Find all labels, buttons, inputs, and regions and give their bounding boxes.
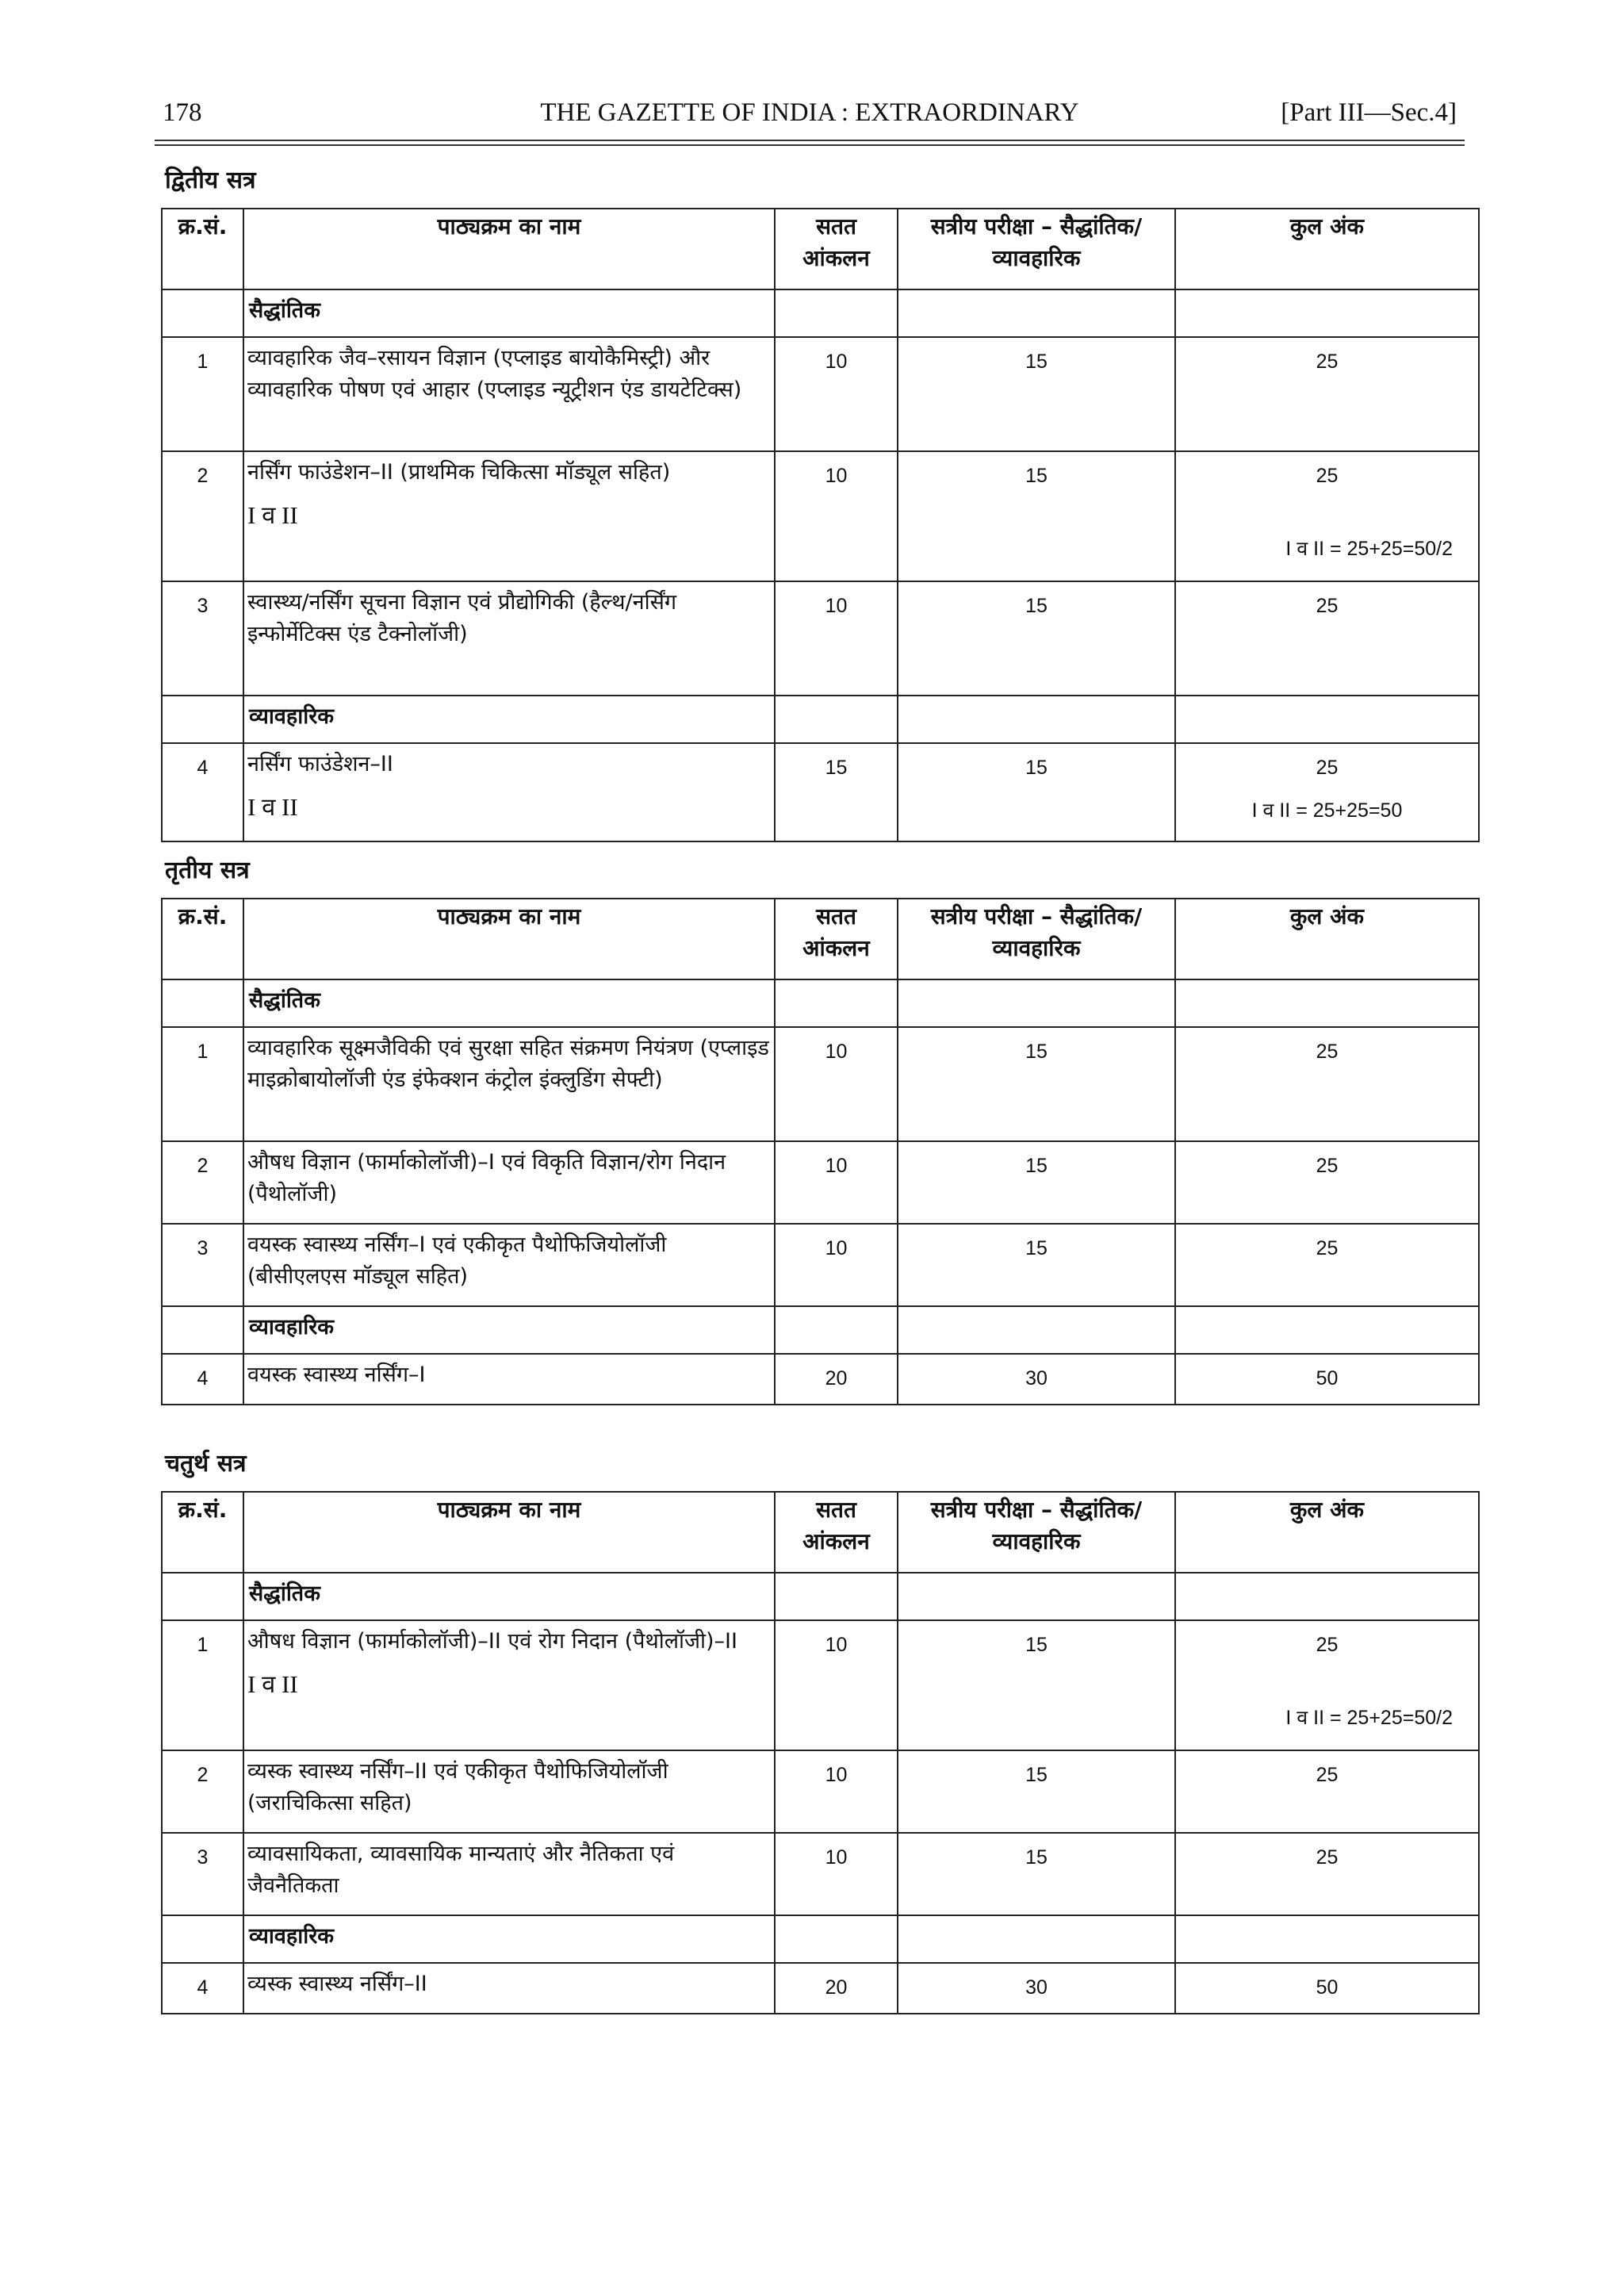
course-name (243, 451, 775, 581)
continuous-assessment: 10 (775, 1141, 898, 1224)
table-cell (162, 1306, 243, 1354)
table-cell (162, 979, 243, 1027)
col-total-header: कुल अंक (1175, 1492, 1479, 1573)
category-label (243, 979, 775, 1027)
category-text: सैद्धांतिक (249, 988, 320, 1013)
table-header-row (162, 899, 1479, 979)
course-name (243, 1224, 775, 1306)
serial-number: 2 (162, 451, 243, 581)
category-label (243, 1915, 775, 1963)
course-sub-text: I व II (247, 793, 298, 821)
total-marks (1175, 1027, 1479, 1141)
table-row (162, 1750, 1479, 1833)
continuous-assessment: 20 (775, 1963, 898, 2014)
table-row (162, 1833, 1479, 1915)
sessional-exam: 15 (898, 743, 1175, 841)
course-name-text: नर्सिंग फाउंडेशन–II (प्राथमिक चिकित्सा मॉड्यूल सहित) (247, 460, 671, 485)
course-name (243, 337, 775, 451)
total-marks (1175, 337, 1479, 451)
course-name (243, 1750, 775, 1833)
serial-number: 3 (162, 581, 243, 696)
table-row (162, 337, 1479, 451)
marks-table (161, 898, 1480, 1405)
table-cell (1175, 979, 1479, 1027)
semester-title: तृतीय सत्र (165, 857, 250, 884)
part-section: [Part III—Sec.4] (1281, 98, 1457, 127)
total-value: 50 (1316, 1367, 1339, 1389)
total-value: 50 (1316, 1976, 1339, 1999)
serial-number: 2 (162, 1141, 243, 1224)
total-value: 25 (1316, 1237, 1339, 1259)
table-row (162, 1027, 1479, 1141)
category-label (243, 289, 775, 337)
serial-number: 1 (162, 337, 243, 451)
col-course-header: पाठ्यक्रम का नाम (243, 209, 775, 289)
table-cell (1175, 289, 1479, 337)
table-cell (775, 1915, 898, 1963)
total-value: 25 (1316, 1041, 1339, 1063)
continuous-assessment: 10 (775, 1750, 898, 1833)
practical-category-row (162, 696, 1479, 743)
header-rule (155, 144, 1465, 146)
sessional-exam: 15 (898, 1750, 1175, 1833)
col-sn-header: क्र.सं. (162, 899, 243, 979)
course-name (243, 1354, 775, 1405)
continuous-assessment: 10 (775, 1224, 898, 1306)
sessional-exam: 30 (898, 1354, 1175, 1405)
sessional-exam: 15 (898, 1620, 1175, 1750)
table-row (162, 451, 1479, 581)
serial-number: 4 (162, 1354, 243, 1405)
total-sub-text: I व II = 25+25=50/2 (1285, 1707, 1453, 1729)
table-row (162, 1224, 1479, 1306)
semester-title: चतुर्थ सत्र (165, 1450, 247, 1478)
course-name-text: व्यावहारिक जैव–रसायन विज्ञान (एप्लाइड बायोकैमिस्ट्री) और व्यावहारिक पोषण एवं आहार (एप्लाइड न्यूट्रीशन एंड डायटेटिक्स) (247, 346, 742, 402)
category-label (243, 696, 775, 743)
total-marks (1175, 743, 1479, 841)
category-label (243, 1306, 775, 1354)
course-sub-text: I व II (247, 501, 298, 529)
total-value: 25 (1316, 351, 1339, 373)
practical-category-row (162, 1915, 1479, 1963)
total-value: 25 (1316, 595, 1339, 617)
total-value: 25 (1316, 465, 1339, 487)
serial-number: 4 (162, 1963, 243, 2014)
marks-table (161, 208, 1480, 842)
total-marks (1175, 581, 1479, 696)
table-cell (775, 696, 898, 743)
table-row (162, 1141, 1479, 1224)
theory-category-row (162, 979, 1479, 1027)
col-exam-header: सत्रीय परीक्षा – सैद्धांतिक/व्यावहारिक (898, 899, 1175, 979)
total-value: 25 (1316, 1155, 1339, 1177)
page-number: 178 (163, 98, 202, 127)
course-name-text: औषध विज्ञान (फार्माकोलॉजी)–II एवं रोग निदान (पैथोलॉजी)–II (247, 1629, 737, 1654)
table-cell (1175, 1306, 1479, 1354)
col-ca-header: सतत आंकलन (775, 899, 898, 979)
theory-category-row (162, 289, 1479, 337)
table-row (162, 1620, 1479, 1750)
sessional-exam: 15 (898, 451, 1175, 581)
sessional-exam: 15 (898, 1141, 1175, 1224)
table-cell (898, 289, 1175, 337)
continuous-assessment: 10 (775, 581, 898, 696)
total-marks (1175, 1224, 1479, 1306)
course-name (243, 1620, 775, 1750)
continuous-assessment: 10 (775, 1027, 898, 1141)
continuous-assessment: 20 (775, 1354, 898, 1405)
continuous-assessment: 10 (775, 1833, 898, 1915)
total-marks (1175, 1620, 1479, 1750)
total-marks (1175, 1833, 1479, 1915)
category-label (243, 1573, 775, 1620)
gazette-title: THE GAZETTE OF INDIA : EXTRAORDINARY (540, 98, 1079, 127)
table-row (162, 1963, 1479, 2014)
course-name-text: नर्सिंग फाउंडेशन–II (247, 752, 393, 776)
sessional-exam: 30 (898, 1963, 1175, 2014)
col-course-header: पाठ्यक्रम का नाम (243, 899, 775, 979)
sessional-exam: 15 (898, 1027, 1175, 1141)
sessional-exam: 15 (898, 581, 1175, 696)
category-text: व्यावहारिक (249, 1315, 335, 1340)
total-value: 25 (1316, 1634, 1339, 1656)
table-cell (775, 289, 898, 337)
total-value: 25 (1316, 1846, 1339, 1869)
col-ca-header: सतत आंकलन (775, 209, 898, 289)
total-marks (1175, 451, 1479, 581)
col-sn-header: क्र.सं. (162, 1492, 243, 1573)
continuous-assessment: 10 (775, 451, 898, 581)
col-course-header: पाठ्यक्रम का नाम (243, 1492, 775, 1573)
serial-number: 3 (162, 1224, 243, 1306)
table-cell (898, 1573, 1175, 1620)
total-marks (1175, 1141, 1479, 1224)
total-value: 25 (1316, 1764, 1339, 1786)
table-row (162, 581, 1479, 696)
continuous-assessment: 15 (775, 743, 898, 841)
table-cell (775, 1573, 898, 1620)
table-cell (1175, 696, 1479, 743)
serial-number: 1 (162, 1027, 243, 1141)
total-sub-text: I व II = 25+25=50 (1251, 799, 1403, 822)
course-name-text: व्यावहारिक सूक्ष्मजैविकी एवं सुरक्षा सहित संक्रमण नियंत्रण (एप्लाइड माइक्रोबायोलॉजी एंड इंफेक्शन कंट्रोल इंक्लुडिंग सेफ्टी) (247, 1036, 769, 1092)
header-rule (155, 140, 1465, 141)
total-marks (1175, 1750, 1479, 1833)
course-name-text: औषध विज्ञान (फार्माकोलॉजी)–I एवं विकृति विज्ञान/रोग निदान (पैथोलॉजी) (247, 1150, 726, 1206)
continuous-assessment: 10 (775, 1620, 898, 1750)
category-text: व्यावहारिक (249, 1924, 335, 1949)
serial-number: 1 (162, 1620, 243, 1750)
col-exam-header: सत्रीय परीक्षा – सैद्धांतिक/व्यावहारिक (898, 209, 1175, 289)
course-name (243, 1027, 775, 1141)
course-name-text: वयस्क स्वास्थ्य नर्सिंग–I (247, 1363, 426, 1387)
category-text: व्यावहारिक (249, 704, 335, 729)
table-cell (898, 696, 1175, 743)
marks-table (161, 1491, 1480, 2014)
total-marks (1175, 1354, 1479, 1405)
table-cell (162, 696, 243, 743)
course-name (243, 743, 775, 841)
course-name (243, 1833, 775, 1915)
serial-number: 2 (162, 1750, 243, 1833)
table-cell (1175, 1915, 1479, 1963)
col-total-header: कुल अंक (1175, 209, 1479, 289)
col-total-header: कुल अंक (1175, 899, 1479, 979)
category-text: सैद्धांतिक (249, 1581, 320, 1606)
total-marks (1175, 1963, 1479, 2014)
course-name-text: स्वास्थ्य/नर्सिंग सूचना विज्ञान एवं प्रौद्योगिकी (हैल्थ/नर्सिंग इन्फोर्मेटिक्स एंड टैक्नोलॉजी) (247, 590, 677, 646)
course-name (243, 1963, 775, 2014)
table-header-row (162, 209, 1479, 289)
course-sub-text: I व II (247, 1670, 298, 1698)
semester-title: द्वितीय सत्र (165, 167, 256, 194)
continuous-assessment: 10 (775, 337, 898, 451)
table-cell (162, 1573, 243, 1620)
category-text: सैद्धांतिक (249, 298, 320, 323)
sessional-exam: 15 (898, 337, 1175, 451)
total-sub-text: I व II = 25+25=50/2 (1285, 538, 1453, 560)
table-cell (775, 1306, 898, 1354)
serial-number: 3 (162, 1833, 243, 1915)
table-cell (1175, 1573, 1479, 1620)
course-name-text: व्यस्क स्वास्थ्य नर्सिंग–II (247, 1972, 427, 1996)
table-cell (898, 1915, 1175, 1963)
course-name-text: वयस्क स्वास्थ्य नर्सिंग–I एवं एकीकृत पैथोफिजियोलॉजी (बीसीएलएस मॉड्यूल सहित) (247, 1232, 667, 1289)
course-name-text: व्यावसायिकता, व्यावसायिक मान्यताएं और नैतिकता एवं जैवनैतिकता (247, 1842, 675, 1898)
theory-category-row (162, 1573, 1479, 1620)
col-exam-header: सत्रीय परीक्षा – सैद्धांतिक/व्यावहारिक (898, 1492, 1175, 1573)
total-value: 25 (1316, 757, 1339, 779)
table-cell (162, 289, 243, 337)
course-name (243, 581, 775, 696)
course-name (243, 1141, 775, 1224)
table-cell (162, 1915, 243, 1963)
practical-category-row (162, 1306, 1479, 1354)
col-ca-header: सतत आंकलन (775, 1492, 898, 1573)
table-cell (898, 979, 1175, 1027)
col-sn-header: क्र.सं. (162, 209, 243, 289)
sessional-exam: 15 (898, 1224, 1175, 1306)
serial-number: 4 (162, 743, 243, 841)
sessional-exam: 15 (898, 1833, 1175, 1915)
page-header (163, 95, 1457, 136)
table-row (162, 743, 1479, 841)
table-cell (898, 1306, 1175, 1354)
course-name-text: व्यस्क स्वास्थ्य नर्सिंग–II एवं एकीकृत पैथोफिजियोलॉजी (जराचिकित्सा सहित) (247, 1759, 668, 1815)
table-row (162, 1354, 1479, 1405)
table-cell (775, 979, 898, 1027)
table-header-row (162, 1492, 1479, 1573)
